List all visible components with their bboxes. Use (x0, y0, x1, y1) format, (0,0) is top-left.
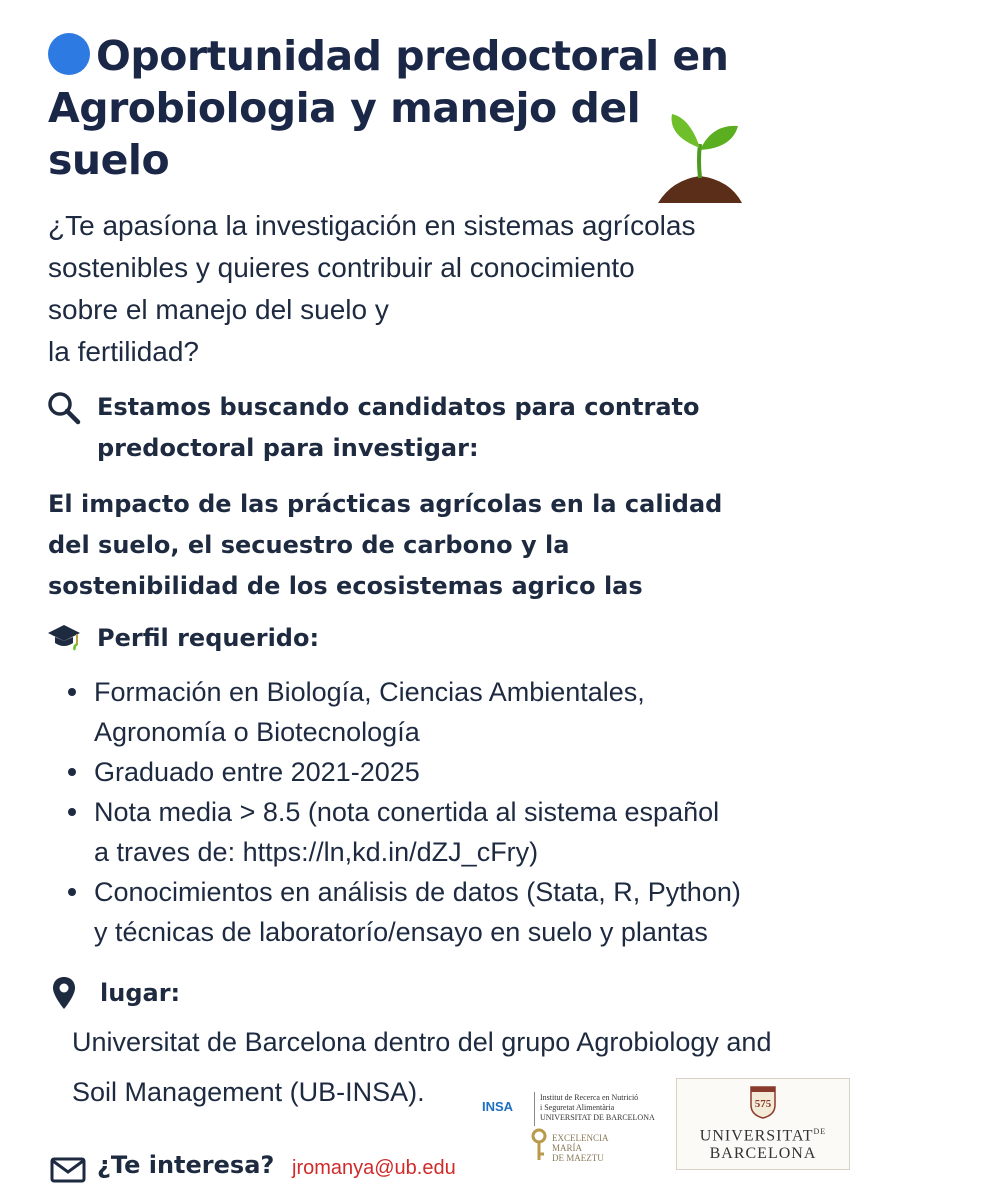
key-icon (530, 1128, 548, 1162)
list-item-line: a traves de: https://ln,kd.in/dZJ_cFry) (94, 837, 539, 867)
insa-line: i Seguretat Alimentària (540, 1103, 615, 1112)
title-line: Oportunidad predoctoral en (96, 32, 729, 80)
location-pin-icon (52, 976, 76, 1010)
seedling-icon (650, 108, 750, 206)
list-item (68, 792, 828, 872)
list-item (68, 672, 828, 752)
insa-divider (534, 1092, 535, 1126)
search-line: predoctoral para investigar: (97, 434, 479, 462)
insa-line: Institut de Recerca en Nutrició (540, 1093, 639, 1102)
title-line: suelo (48, 136, 170, 184)
list-item-line: Agronomía o Biotecnología (94, 717, 420, 747)
profile-heading: Perfil requerido: (97, 624, 320, 652)
search-heading (97, 387, 797, 469)
ub-name-line1 (677, 1127, 849, 1145)
requirements-list (68, 672, 828, 952)
location-heading: lugar: (100, 979, 181, 1007)
address-line: Universitat de Barcelona dentro del grupo Agrobiology and (72, 1027, 772, 1057)
research-line: El impacto de las prácticas agrícolas en la calidad (48, 490, 723, 518)
page-title (48, 30, 748, 186)
maeztu-logo-text (552, 1133, 622, 1163)
ub-logo (676, 1078, 850, 1170)
search-icon (46, 390, 82, 426)
contact-email-link[interactable]: jromanya@ub.edu (292, 1157, 456, 1179)
maeztu-line: EXCELENCIA (552, 1133, 609, 1143)
ub-seal-number: 575 (754, 1098, 772, 1110)
search-line: Estamos buscando candidatos para contrato (97, 393, 700, 421)
research-line: del suelo, el secuestro de carbono y la (48, 531, 570, 559)
maeztu-line: MARÍA (552, 1143, 583, 1153)
list-item (68, 872, 828, 952)
insa-line: UNIVERSITAT DE BARCELONA (540, 1113, 655, 1122)
envelope-icon (50, 1157, 86, 1183)
list-item (68, 752, 828, 792)
maeztu-line: DE MAEZTU (552, 1153, 604, 1163)
ub-name-de: DE (813, 1127, 827, 1136)
intro-line: ¿Te apasíona la investigación en sistemas agrícolas (48, 210, 696, 241)
address-line: Soil Management (UB-INSA). (72, 1077, 425, 1107)
intro-paragraph (48, 205, 768, 373)
intro-line: la fertilidad? (48, 336, 199, 367)
list-item-line: Conocimientos en análisis de datos (Stata, R, Python) (94, 877, 741, 907)
insa-institute-text (540, 1093, 675, 1123)
insa-name: INSA (482, 1099, 514, 1114)
research-topic (48, 484, 808, 607)
intro-line: sostenibles y quieres contribuir al conocimiento (48, 252, 635, 283)
title-line: Agrobiologia y manejo del (48, 84, 641, 132)
list-item-line: Formación en Biología, Ciencias Ambientales, (94, 677, 645, 707)
list-item-line: Nota media > 8.5 (nota conertida al sistema español (94, 797, 720, 827)
graduation-cap-icon (47, 623, 81, 651)
ub-name-word: UNIVERSITAT (699, 1127, 814, 1145)
list-item-line: y técnicas de laboratorío/ensayo en suelo y plantas (94, 917, 708, 947)
research-line: sostenibilidad de los ecosistemas agrico las (48, 572, 643, 600)
contact-label: ¿Te interesa? (97, 1151, 275, 1179)
intro-line: sobre el manejo del suelo y (48, 294, 389, 325)
ub-name-line2: BARCELONA (709, 1145, 817, 1162)
list-item-line: Graduado entre 2021-2025 (94, 757, 420, 787)
